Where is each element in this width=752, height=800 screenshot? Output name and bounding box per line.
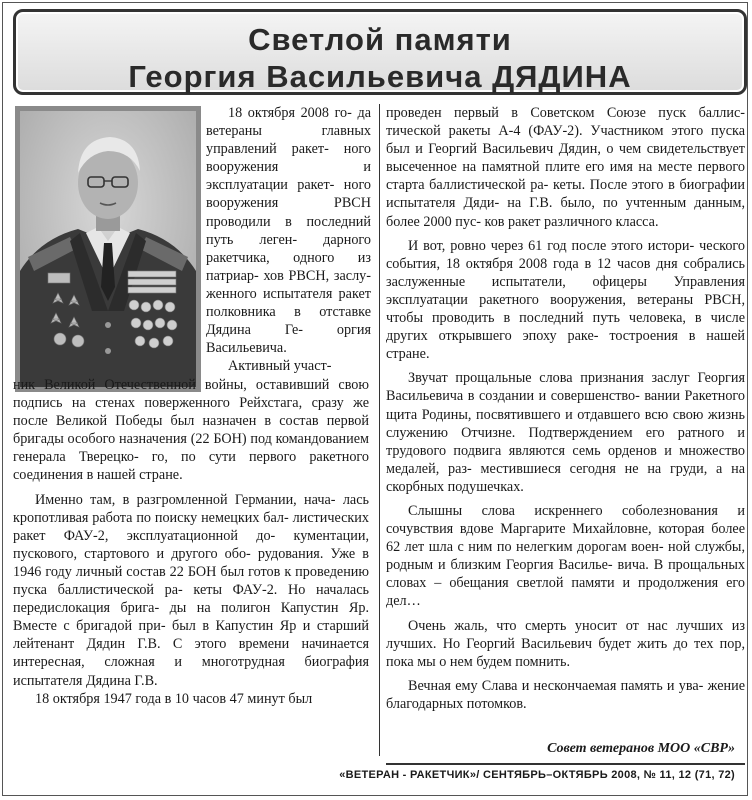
column-right	[386, 104, 745, 713]
paragraph-tribute: Звучат прощальные слова признания заслуг Георгия Васильевича в создании и совершенство- вании Ракетного щита Родины, посвятившего и отдавшего всю свою жизнь служению Отчизне. Подтверждением его ратного и трудового подвига являются семь орденов и множество медалей, раз- местившиеся сегодня не на груди, а на скорбных подушечках.	[386, 370, 745, 495]
signature: Совет ветеранов МОО «СВР»	[547, 741, 735, 756]
column-divider	[379, 104, 380, 756]
title-line-2: Георгия Васильевича ДЯДИНА	[128, 59, 632, 94]
portrait-image	[20, 111, 196, 387]
paragraph-intro: 18 октября 2008 го- да ветераны главных управлений ракет- ного вооружения и эксплуатации ракет- ного вооружения РВСН проводили в последний путь леген- дарного ракетчика, одного из патриар- хов РВСН, заслу- женного испытателя ракет полковника в отставке Дядина Ге- оргия Васильевича.	[206, 105, 371, 357]
portrait-photo	[15, 106, 201, 392]
paragraph-eternal-glory: Вечная ему Слава и нескончаемая память и ува- жение благодарных потомков.	[386, 677, 745, 712]
paragraph-condolences: Слышны слова искреннего соболезнования и сочувствия вдове Маргарите Михайловне, которая более 62 лет шла с ним по нелегким дорогам воен- ной службы, родным и близким Георгия Василье- вича. В прощальных словах – обещания светлой памяти и продолжения его дел…	[386, 502, 745, 610]
title-banner	[13, 9, 747, 95]
paragraph-launch-start: 18 октября 1947 года в 10 часов 47 минут был	[35, 690, 313, 707]
column-left	[13, 376, 369, 708]
paragraph-germany: Именно там, в разгромленной Германии, нача- лась кропотливая работа по поиску немецких бал- листических ракет ФАУ-2, эксплуатационной до- кументации, пускового, стартового и другого обо- рудования. Уже в 1946 году личный состав 22 БОН был готов к проведению пуска баллистической ра- кеты ФАУ-2. Но началась передислокация брига- ды на полигон Капустин Яр. Вместе с бригадой при- был в Капустин Яр и старший лейтенант Дядин Г.В. С этого времени начинается интересная, сложная и многотрудная биография испытателя Дядина Г.В.	[13, 491, 369, 689]
paragraph-anniversary: И вот, ровно через 61 год после этого истори- ческого события, 18 октября 2008 года в 12 часов дня собрались заслуженные испытатели, офицеры Управления эксплуатации ракетного вооружения, ветераны РВСН, чтобы проводить в последний путь человека, в числе других открывшего эпоху раке- тостроения в нашей стране.	[386, 237, 745, 363]
column-beside-photo	[206, 104, 371, 375]
newspaper-page	[2, 2, 748, 796]
footer-divider	[386, 763, 745, 765]
publication-footer: «ВЕТЕРАН - РАКЕТЧИК»/ СЕНТЯБРЬ–ОКТЯБРЬ 2008, № 11, 12 (71, 72)	[339, 769, 735, 781]
paragraph-veteran: ник Великой Отечественной войны, оставивший свою подпись на стенах поверженного Рейхстага, сразу же после Великой Победы был назначен в состав первой бригады особого назначения (22 БОН) под командованием генерала Тверецко- го, по сути первого ракетного соединения в нашей стране.	[13, 377, 369, 484]
paragraph-legacy: Очень жаль, что смерть уносит от нас лучших из лучших. Но Георгий Васильевич будет жить до тех пор, пока мы о нем будем помнить.	[386, 617, 745, 670]
paragraph-first-launch: проведен первый в Советском Союзе пуск баллис- тической ракеты А-4 (ФАУ-2). Участником этого пуска был и Георгий Васильевич Дядин, о чем свидетельствует высеченное на памятной плите его имя на месте первого старта баллистической ра- кеты. После этого в биографии испытателя Дяди- на Г.В. было, по учтенным данным, более 2000 пус- ков ракет различного класса.	[386, 105, 745, 230]
title-line-1: Светлой памяти	[248, 22, 512, 57]
paragraph-veteran-start: Активный участ-	[228, 358, 332, 375]
